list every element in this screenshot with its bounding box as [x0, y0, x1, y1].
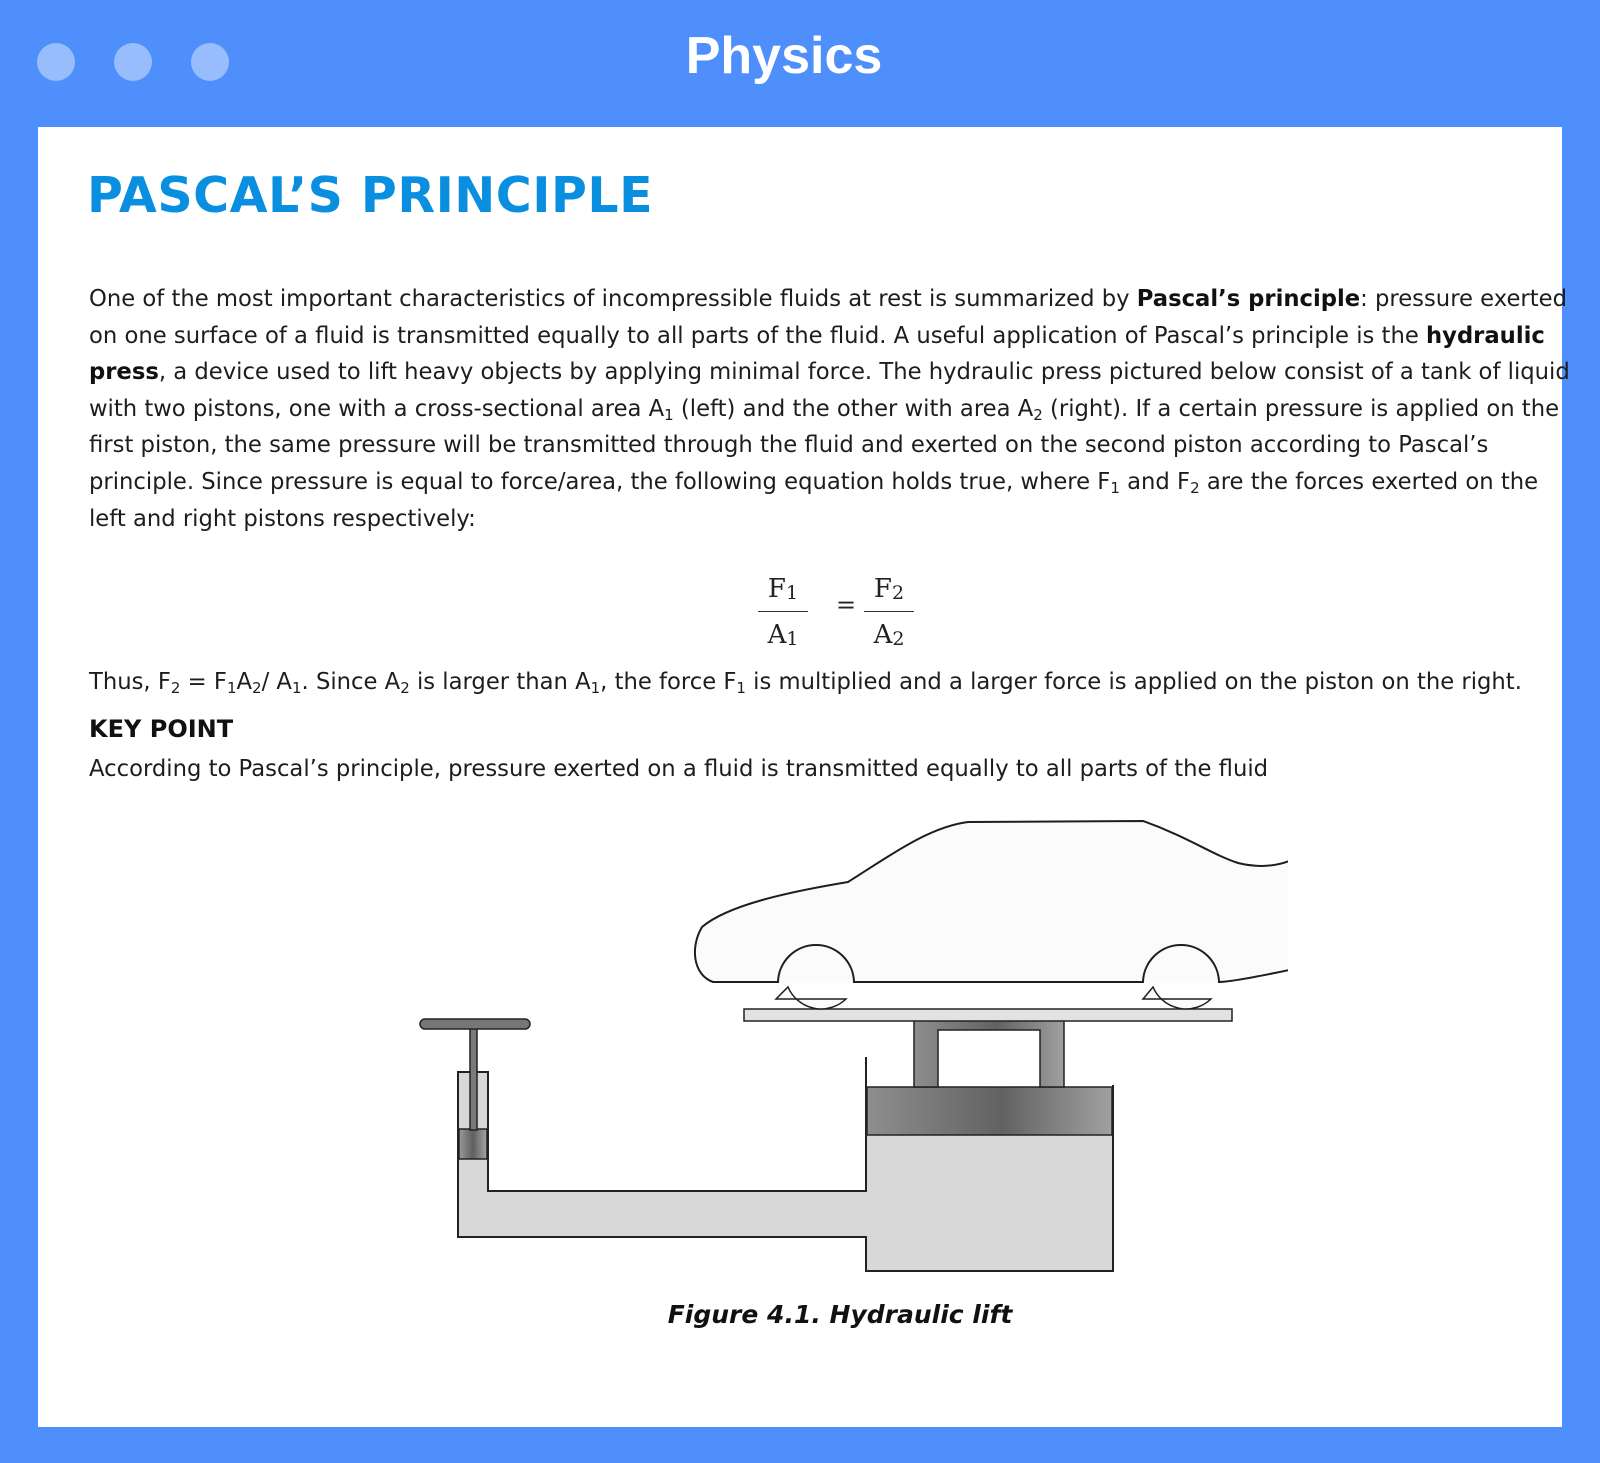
- pascals-principle-term: Pascal’s principle: [1136, 286, 1361, 312]
- thus-paragraph: Thus, $F_2 = F_1A_2/$ $A_1$. Since $A_2$ is larger than $A_1$, the force $F_1$ is multiplied and a larger force is applied on the piston on the right.: [89, 669, 1522, 697]
- page-title: PASCAL’S PRINCIPLE: [87, 167, 654, 224]
- figure-caption: Figure 4.1. Hydraulic lift: [667, 1300, 1013, 1329]
- left-fraction: $\frac{F_1}{A_1}$: [758, 571, 808, 652]
- large-piston: [744, 1009, 1232, 1135]
- small-piston: [420, 1019, 530, 1159]
- hydraulic-lift-illustration: [368, 817, 1288, 1287]
- intro-paragraph: One of the most important characteristics of incompressible fluids at rest is summarized by Pascal’s principle: pressure exerted on one surface of a fluid is transmitted equally to all parts of the fluid. A useful application of Pascal’s principle is the hydraulic press, a device used to lift heavy objects by applying minimal force. The hydraulic press pictured below consist of a tank of liquid with two pistons, one with a cross-sectional area $A_1$ (left) and the other with area $A_2$ (right). If a certain pressure is applied on the first piston, the same pressure will be transmitted through the fluid and exerted on the second piston according to Pascal’s principle. Since pressure is equal to force/area, the following equation holds true, where $F_1$ and $F_2$ are the forces exerted on the left and right pistons respectively:: [89, 286, 1570, 532]
- pascal-equation: [758, 571, 928, 661]
- right-fraction: $\frac{F_2}{A_2}$: [864, 571, 914, 652]
- equals-sign: =: [836, 591, 857, 619]
- key-point-heading: KEY POINT: [89, 715, 234, 743]
- hydraulic-press-term: hydraulic press: [89, 322, 1545, 386]
- car-icon: [695, 821, 1288, 1009]
- key-point-text: According to Pascal’s principle, pressure exerted on a fluid is transmitted equally to all parts of the fluid: [89, 756, 1269, 782]
- content-panel: [38, 127, 1570, 1427]
- title-bar: [0, 0, 1600, 127]
- window-title: Physics: [685, 27, 883, 85]
